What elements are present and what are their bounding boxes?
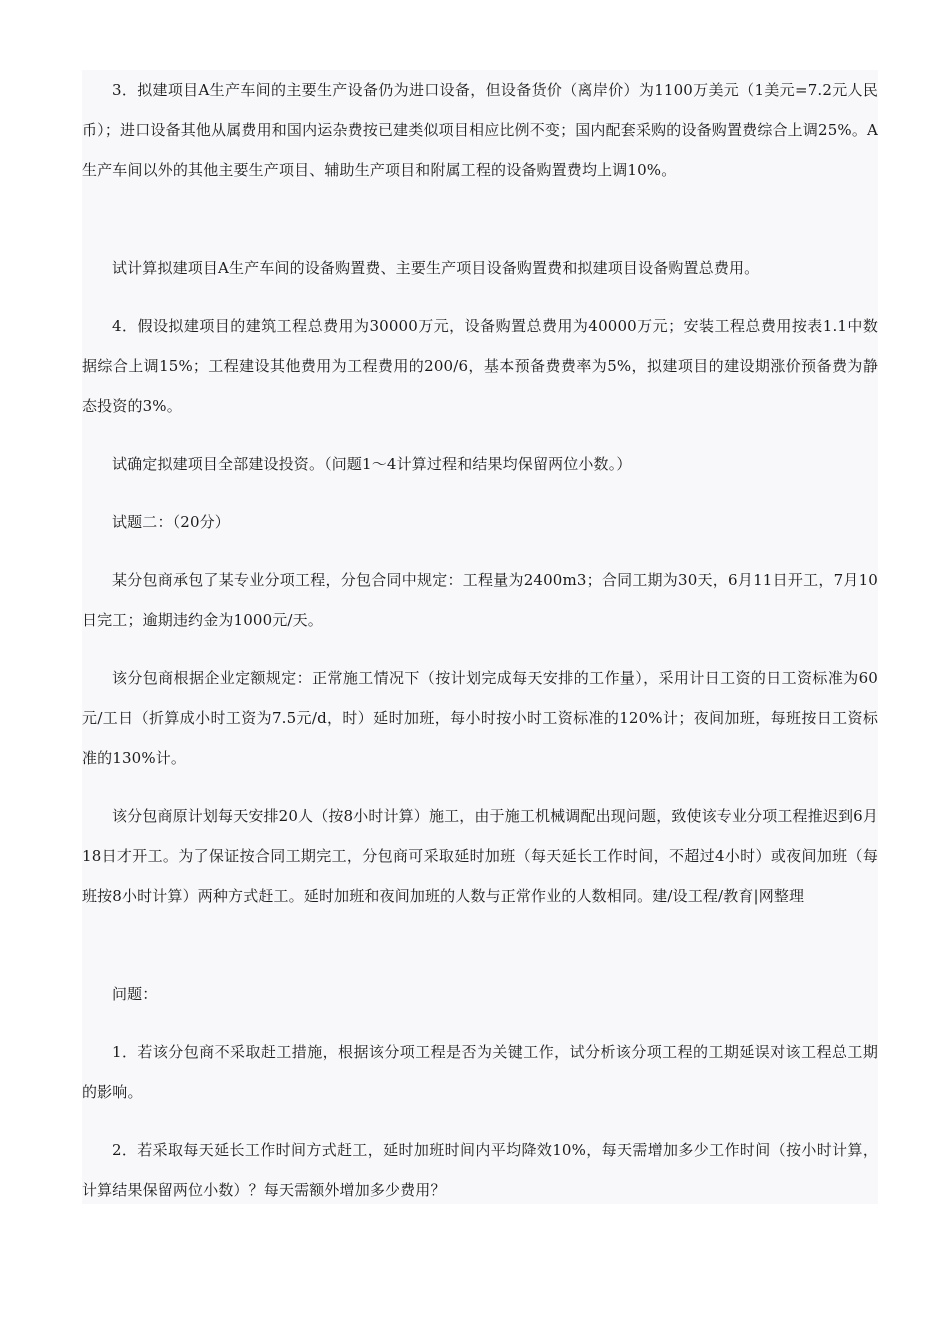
question-1: 1．若该分包商不采取赶工措施，根据该分项工程是否为关键工作，试分析该分项工程的工期延误对该工程总工期的影响。 <box>82 1043 878 1101</box>
paragraph-q3: 3．拟建项目A生产车间的主要生产设备仍为进口设备，但设备货价（离岸价）为1100万美元（1美元=7.2元人民币）；进口设备其他从属费用和国内运杂费按已建类似项目相应比例不变；国内配套采购的设备购置费综合上调25%。A生产车间以外的其他主要生产项目、辅助生产项目和附属工程的设备购置费均上调10%。 <box>82 81 878 179</box>
paragraph-q4-task: 试确定拟建项目全部建设投资。（问题1～4计算过程和结果均保留两位小数。） <box>112 455 632 473</box>
questions-heading: 问题： <box>112 985 158 1003</box>
paragraph-q4: 4．假设拟建项目的建筑工程总费用为30000万元，设备购置总费用为40000万元；安装工程总费用按表1.1中数据综合上调15%；工程建设其他费用为工程费用的200/6，基本预备费费率为5%，拟建项目的建设期涨价预备费为静态投资的3%。 <box>82 317 878 415</box>
question-2: 2．若采取每天延长工作时间方式赶工，延时加班时间内平均降效10%，每天需增加多少工作时间（按小时计算，计算结果保留两位小数）？每天需额外增加多少费用？ <box>82 1141 878 1199</box>
paragraph-contract: 某分包商承包了某专业分项工程，分包合同中规定：工程量为2400m3；合同工期为30天，6月11日开工，7月10日完工；逾期违约金为1000元/天。 <box>82 571 878 629</box>
paragraph-schedule: 该分包商原计划每天安排20人（按8小时计算）施工，由于施工机械调配出现问题，致使该专业分项工程推迟到6月18日才开工。为了保证按合同工期完工，分包商可采取延时加班（每天延长工作时间，不超过4小时）或夜间加班（每班按8小时计算）两种方式赶工。延时加班和夜间加班的人数与正常作业的人数相同。建/设工程/教育|网整理 <box>82 807 878 905</box>
paragraph-wage-standard: 该分包商根据企业定额规定：正常施工情况下（按计划完成每天安排的工作量），采用计日工资的日工资标准为60元/工日（折算成小时工资为7.5元/d，时）延时加班，每小时按小时工资标准的120%计；夜间加班，每班按日工资标准的130%计。 <box>82 669 878 767</box>
document-body <box>82 70 878 1204</box>
paragraph-q3-task: 试计算拟建项目A生产车间的设备购置费、主要生产项目设备购置费和拟建项目设备购置总费用。 <box>112 259 760 277</box>
section-heading-q2: 试题二：（20分） <box>112 513 230 531</box>
